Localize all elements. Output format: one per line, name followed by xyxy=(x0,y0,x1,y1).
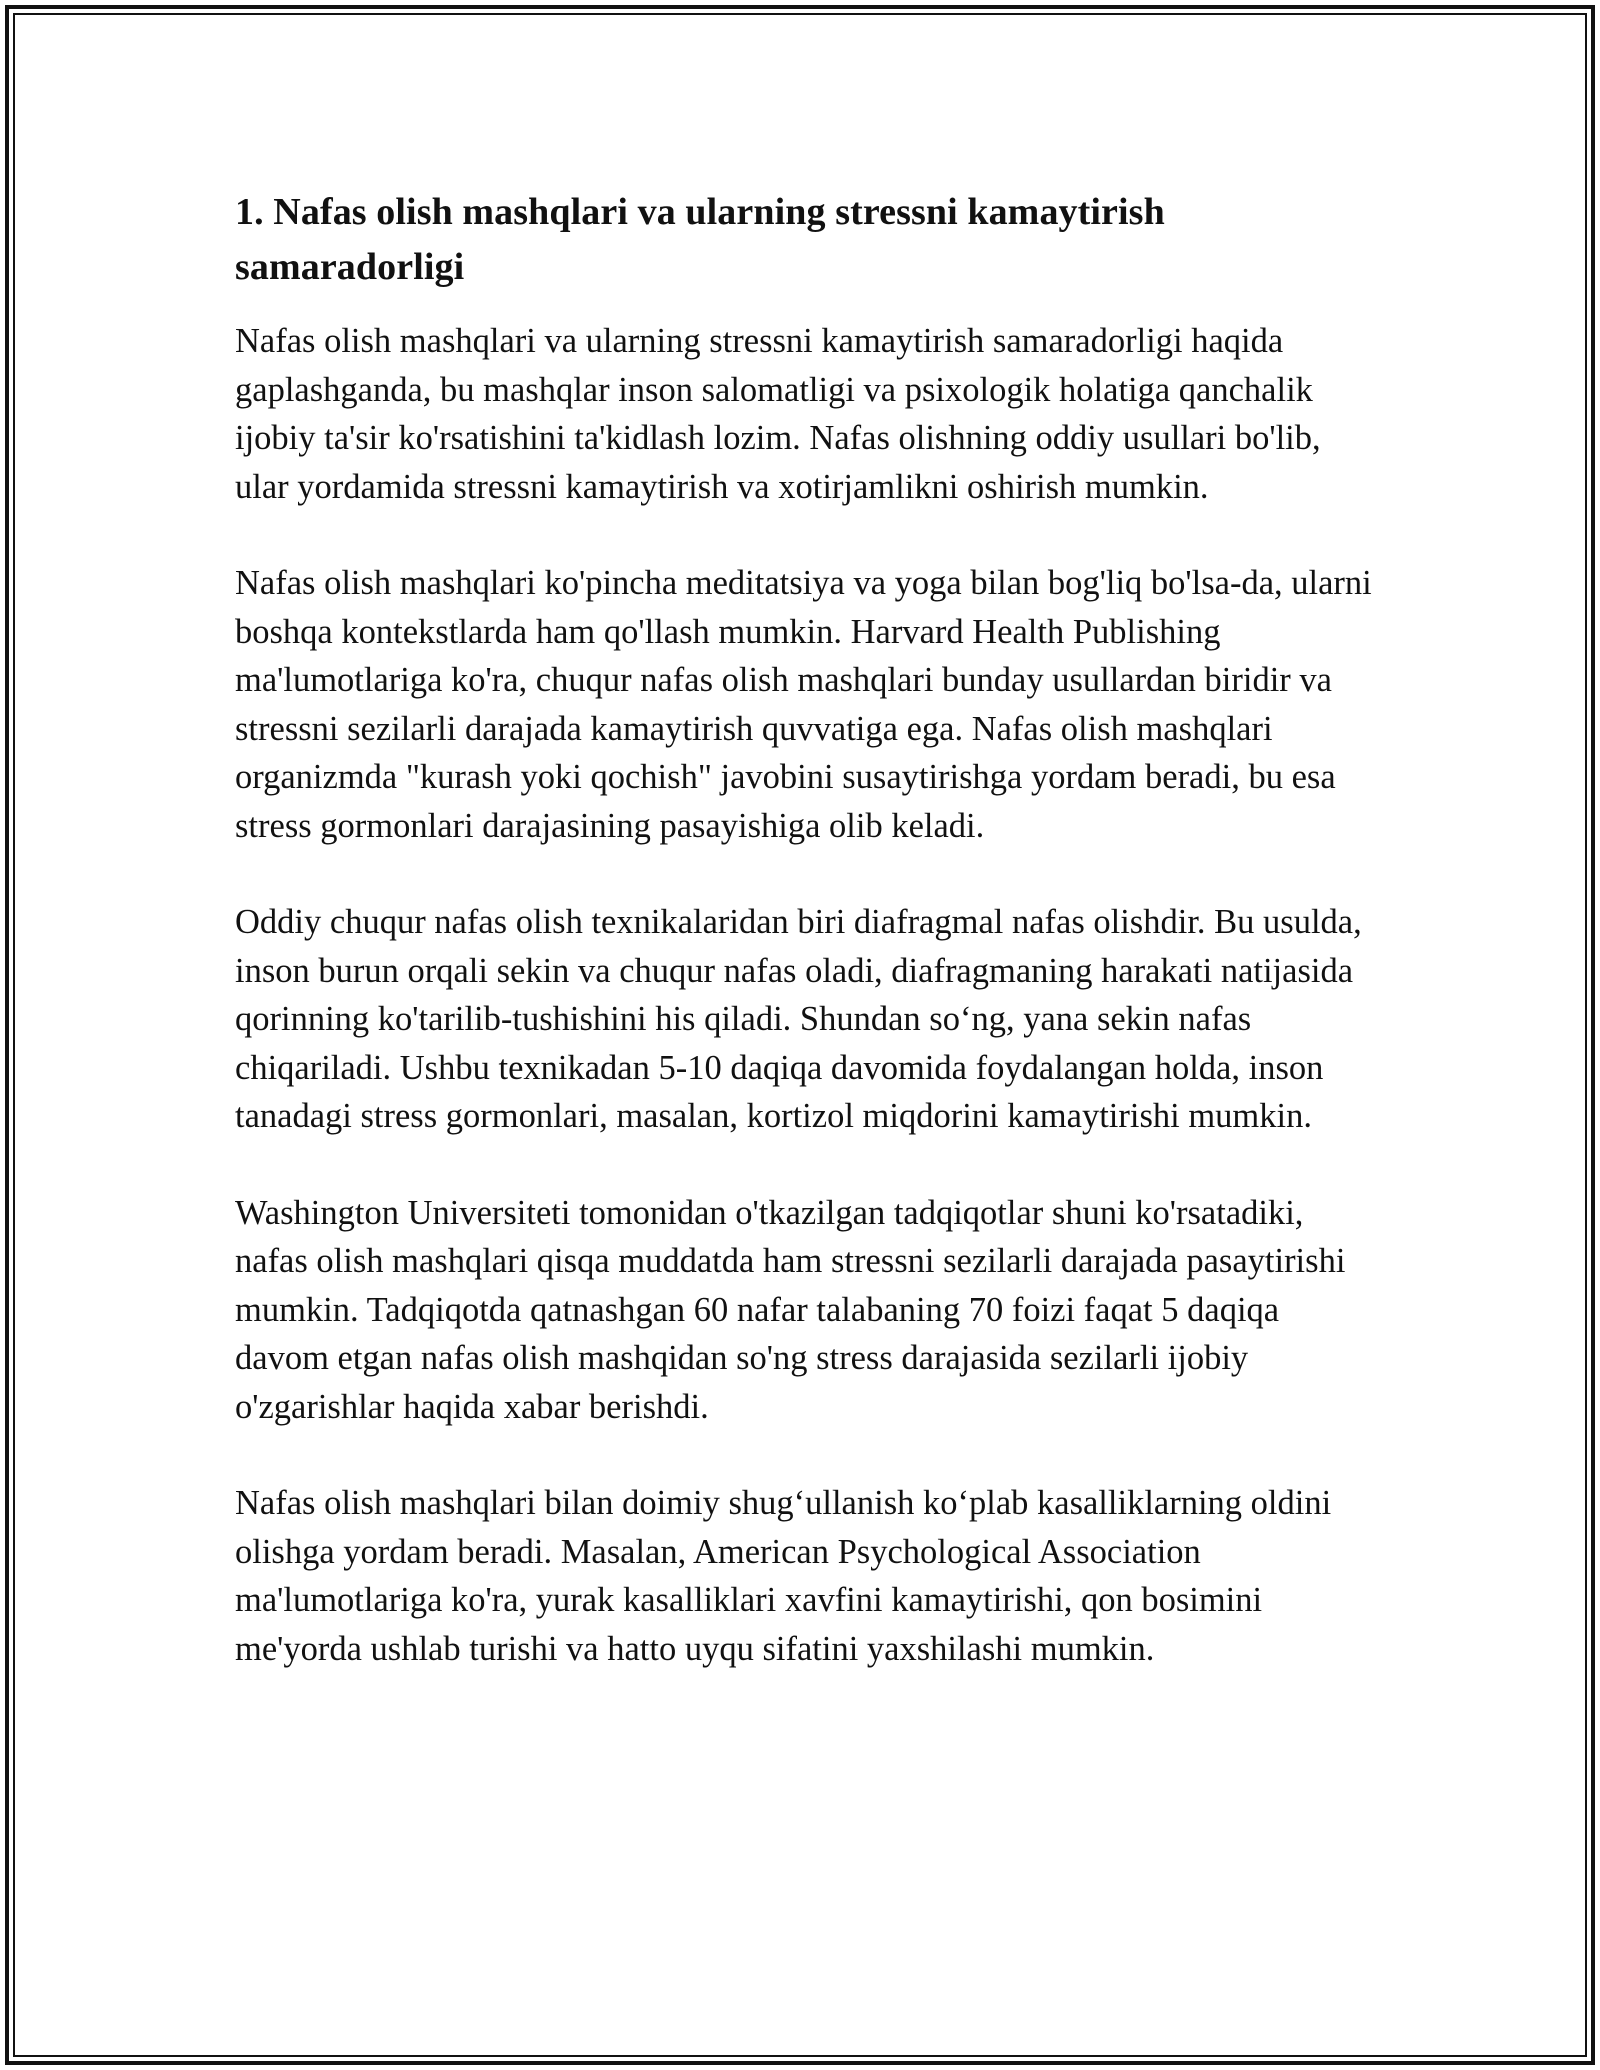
paragraph-5: Nafas olish mashqlari bilan doimiy shug‘ullanish ko‘plab kasalliklarning oldini olishga yordam beradi. Masalan, American Psychological Association ma'lumotlariga ko'ra, yurak kasalliklari xavfini kamaytirishi, qon bosimini me'yorda ushlab turishi va hatto uyqu sifatini yaxshilashi mumkin. xyxy=(235,1484,1332,1668)
section-heading: 1. Nafas olish mashqlari va ularning stressni kamaytirish samaradorligi xyxy=(235,191,1165,288)
paragraph-1: Nafas olish mashqlari va ularning stressni kamaytirish samaradorligi haqida gaplashganda, bu mashqlar inson salomatligi va psixologik holatiga qanchalik ijobiy ta'sir ko'rsatishini ta'kidlash lozim. Nafas olishning oddiy usullari bo'lib, ular yordamida stressni kamaytirish va xotirjamlikni oshirish mumkin. xyxy=(235,322,1321,506)
paragraph-3: Oddiy chuqur nafas olish texnikalaridan biri diafragmal nafas olishdir. Bu usulda, inson burun orqali sekin va chuqur nafas oladi, diafragmaning harakati natijasida qorinning ko'tarilib-tushishini his qiladi. Shundan so‘ng, yana sekin nafas chiqariladi. Ushbu texnikadan 5-10 daqiqa davomida foydalangan holda, inson tanadagi stress gormonlari, masalan, kortizol miqdorini kamaytirishi mumkin. xyxy=(235,903,1362,1135)
document-body xyxy=(235,185,1375,1721)
paragraph-2: Nafas olish mashqlari ko'pincha meditatsiya va yoga bilan bog'liq bo'lsa-da, ularni boshqa kontekstlarda ham qo'llash mumkin. Harvard Health Publishing ma'lumotlariga ko'ra, chuqur nafas olish mashqlari bunday usullardan biridir va stressni sezilarli darajada kamaytirish quvvatiga ega. Nafas olish mashqlari organizmda "kurash yoki qochish" javobini susaytirishga yordam beradi, bu esa stress gormonlari darajasining pasayishiga olib keladi. xyxy=(235,564,1372,845)
paragraph-4: Washington Universiteti tomonidan o'tkazilgan tadqiqotlar shuni ko'rsatadiki, nafas olish mashqlari qisqa muddatda ham stressni sezilarli darajada pasaytirishi mumkin. Tadqiqotda qatnashgan 60 nafar talabaning 70 foizi faqat 5 daqiqa davom etgan nafas olish mashqidan so'ng stress darajasida sezilarli ijobiy o'zgarishlar haqida xabar berishdi. xyxy=(235,1193,1346,1426)
